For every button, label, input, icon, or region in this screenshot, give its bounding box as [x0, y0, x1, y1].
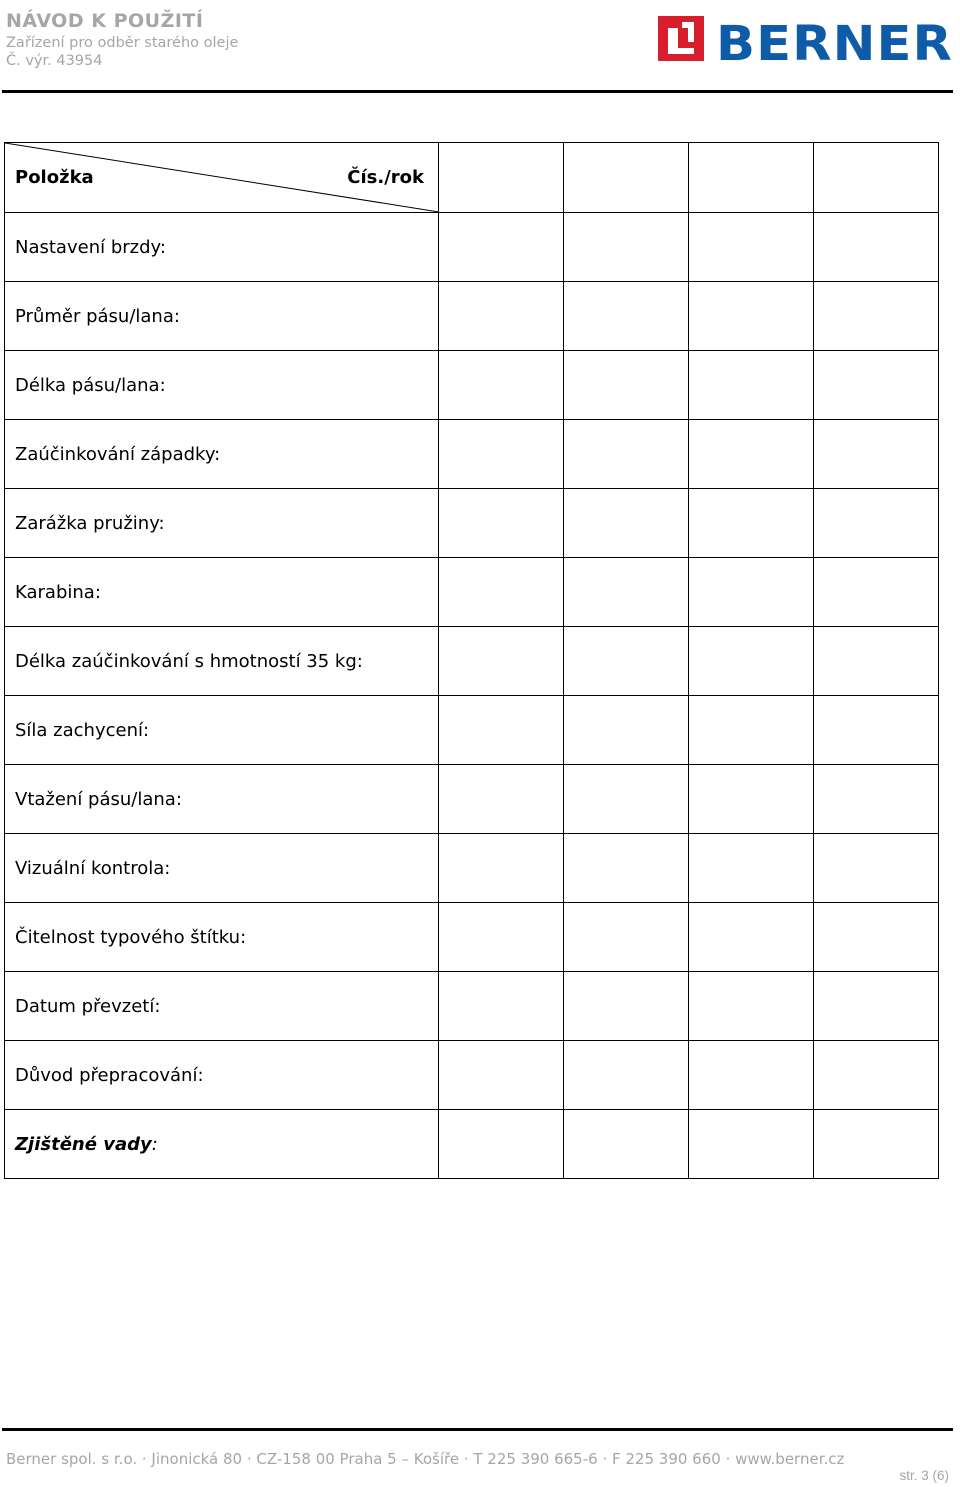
entry-cell[interactable] — [439, 558, 564, 627]
entry-cell[interactable] — [814, 213, 939, 282]
table-row — [5, 1041, 939, 1110]
entry-cell[interactable] — [689, 765, 814, 834]
entry-cell[interactable] — [564, 1041, 689, 1110]
entry-cell[interactable] — [564, 213, 689, 282]
header-entry-cell[interactable] — [814, 143, 939, 213]
row-label-defects — [5, 1110, 439, 1179]
row-label: Délka zaúčinkování s hmotností 35 kg: — [5, 627, 439, 696]
entry-cell[interactable] — [689, 282, 814, 351]
entry-cell[interactable] — [689, 627, 814, 696]
entry-cell[interactable] — [689, 489, 814, 558]
entry-cell[interactable] — [814, 903, 939, 972]
row-label: Vtažení pásu/lana: — [5, 765, 439, 834]
entry-cell[interactable] — [564, 489, 689, 558]
entry-cell[interactable] — [814, 282, 939, 351]
logo-mark — [658, 16, 704, 61]
entry-cell[interactable] — [439, 420, 564, 489]
entry-cell[interactable] — [564, 834, 689, 903]
column-header-number-year: Čís./rok — [347, 167, 424, 188]
defects-label: Zjištěné vady — [15, 1133, 152, 1155]
table-row — [5, 834, 939, 903]
entry-cell[interactable] — [564, 282, 689, 351]
entry-cell[interactable] — [689, 696, 814, 765]
entry-cell[interactable] — [439, 1110, 564, 1179]
row-label: Karabina: — [5, 558, 439, 627]
footer-divider — [2, 1428, 953, 1431]
row-label: Zaúčinkování západky: — [5, 420, 439, 489]
row-label: Vizuální kontrola: — [5, 834, 439, 903]
table-row — [5, 627, 939, 696]
entry-cell[interactable] — [564, 558, 689, 627]
row-label: Délka pásu/lana: — [5, 351, 439, 420]
entry-cell[interactable] — [814, 351, 939, 420]
table-row — [5, 903, 939, 972]
entry-cell[interactable] — [689, 834, 814, 903]
entry-cell[interactable] — [814, 696, 939, 765]
entry-cell[interactable] — [689, 420, 814, 489]
entry-cell[interactable] — [564, 696, 689, 765]
document-subtitle: Zařízení pro odběr starého oleje — [6, 35, 239, 51]
table-header-row — [5, 143, 939, 213]
entry-cell[interactable] — [439, 765, 564, 834]
entry-cell[interactable] — [814, 420, 939, 489]
entry-cell[interactable] — [564, 1110, 689, 1179]
entry-cell[interactable] — [814, 972, 939, 1041]
entry-cell[interactable] — [564, 420, 689, 489]
row-label: Průměr pásu/lana: — [5, 282, 439, 351]
entry-cell[interactable] — [689, 1110, 814, 1179]
entry-cell[interactable] — [814, 834, 939, 903]
entry-cell[interactable] — [564, 351, 689, 420]
row-label: Datum převzetí: — [5, 972, 439, 1041]
table-row — [5, 558, 939, 627]
page-header — [0, 0, 960, 96]
page-number: str. 3 (6) — [899, 1468, 949, 1483]
berner-logo — [658, 14, 954, 64]
entry-cell[interactable] — [439, 351, 564, 420]
table-row — [5, 213, 939, 282]
header-entry-cell[interactable] — [689, 143, 814, 213]
entry-cell[interactable] — [689, 903, 814, 972]
row-label: Nastavení brzdy: — [5, 213, 439, 282]
entry-cell[interactable] — [564, 627, 689, 696]
defects-label-suffix: : — [151, 1133, 158, 1155]
logo-wordmark: BERNER — [716, 16, 953, 64]
entry-cell[interactable] — [439, 834, 564, 903]
entry-cell[interactable] — [564, 903, 689, 972]
product-number: Č. výr. 43954 — [6, 53, 103, 69]
entry-cell[interactable] — [814, 627, 939, 696]
corner-header-cell — [5, 143, 439, 213]
entry-cell[interactable] — [564, 765, 689, 834]
entry-cell[interactable] — [439, 1041, 564, 1110]
entry-cell[interactable] — [689, 351, 814, 420]
header-entry-cell[interactable] — [439, 143, 564, 213]
entry-cell[interactable] — [689, 1041, 814, 1110]
table-row — [5, 972, 939, 1041]
entry-cell[interactable] — [439, 696, 564, 765]
entry-cell[interactable] — [689, 972, 814, 1041]
row-label: Čitelnost typového štítku: — [5, 903, 439, 972]
entry-cell[interactable] — [814, 558, 939, 627]
column-header-item: Položka — [15, 167, 94, 188]
document-title: NÁVOD K POUŽITÍ — [6, 10, 204, 32]
entry-cell[interactable] — [439, 903, 564, 972]
entry-cell[interactable] — [439, 282, 564, 351]
table-row — [5, 282, 939, 351]
header-entry-cell[interactable] — [564, 143, 689, 213]
entry-cell[interactable] — [564, 972, 689, 1041]
row-label: Zarážka pružiny: — [5, 489, 439, 558]
entry-cell[interactable] — [689, 558, 814, 627]
entry-cell[interactable] — [439, 627, 564, 696]
table-row — [5, 765, 939, 834]
entry-cell[interactable] — [814, 1110, 939, 1179]
entry-cell[interactable] — [814, 1041, 939, 1110]
table-row — [5, 489, 939, 558]
table-row — [5, 351, 939, 420]
entry-cell[interactable] — [689, 213, 814, 282]
entry-cell[interactable] — [814, 489, 939, 558]
row-label: Důvod přepracování: — [5, 1041, 439, 1110]
footer-address: Berner spol. s r.o. · Jinonická 80 · CZ-158 00 Praha 5 – Košíře · T 225 390 665-6 · F 225 390 660 · www.berner.cz — [6, 1450, 845, 1468]
table-row — [5, 696, 939, 765]
header-divider — [2, 90, 953, 93]
entry-cell[interactable] — [439, 972, 564, 1041]
entry-cell[interactable] — [439, 489, 564, 558]
table-row — [5, 420, 939, 489]
inspection-table — [4, 142, 939, 1179]
row-label: Síla zachycení: — [5, 696, 439, 765]
entry-cell[interactable] — [439, 213, 564, 282]
entry-cell[interactable] — [814, 765, 939, 834]
table-row — [5, 1110, 939, 1179]
